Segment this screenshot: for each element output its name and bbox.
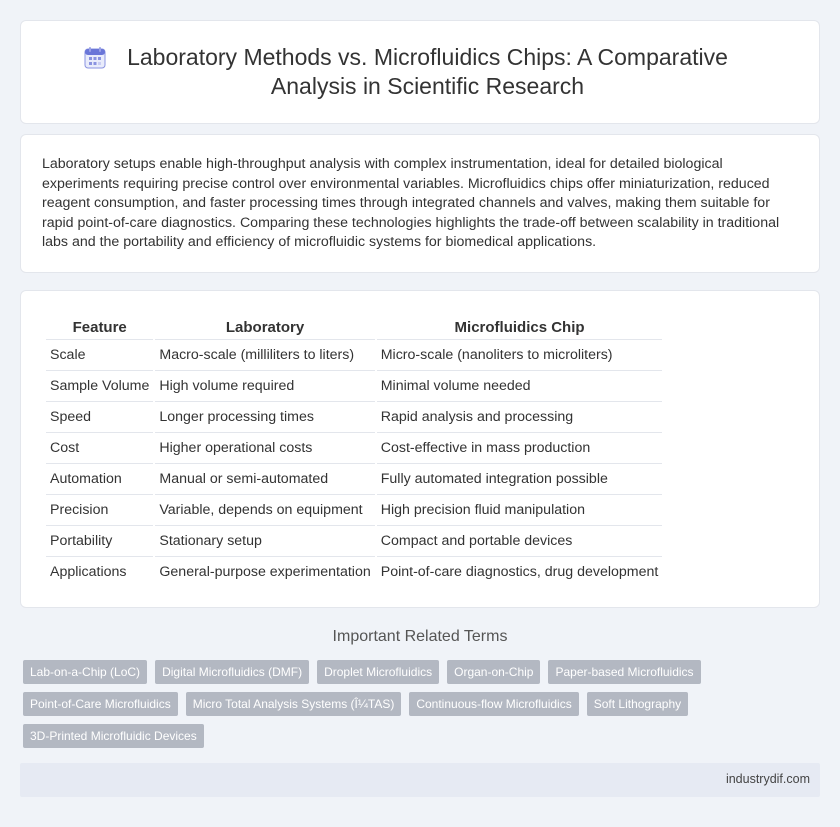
table-row xyxy=(46,402,662,433)
cell-laboratory: Manual or semi-automated xyxy=(155,464,374,495)
term-tag[interactable]: Soft Lithography xyxy=(587,692,688,716)
cell-feature: Scale xyxy=(46,340,153,371)
table-row xyxy=(46,557,662,587)
cell-feature: Applications xyxy=(50,564,127,580)
cell-laboratory: General-purpose experimentation xyxy=(159,564,371,580)
term-tag[interactable]: Micro Total Analysis Systems (Î¼TAS) xyxy=(186,692,402,716)
table-row xyxy=(46,526,662,557)
footer xyxy=(20,763,820,797)
cell-feature: Automation xyxy=(46,464,153,495)
title-card xyxy=(20,20,820,124)
term-tag[interactable]: Lab-on-a-Chip (LoC) xyxy=(23,660,147,684)
header-laboratory: Laboratory xyxy=(155,315,374,340)
term-tag[interactable]: 3D-Printed Microfluidic Devices xyxy=(23,724,204,748)
table-row xyxy=(46,371,662,402)
term-tag[interactable]: Droplet Microfluidics xyxy=(317,660,439,684)
related-terms-list xyxy=(23,660,813,748)
cell-microfluidics: Cost-effective in mass production xyxy=(377,433,663,464)
table-row xyxy=(46,464,662,495)
cell-feature: Portability xyxy=(46,526,153,557)
intro-paragraph: Laboratory setups enable high-throughput analysis with complex instrumentation, ideal for detailed biological experiments requiring precise control over environmental variables. Microfluidics chips offer miniaturization, reduced reagent consumption, and faster processing times through integrated channels and valves, making them suitable for rapid point-of-care diagnostics. Comparing these technologies highlights the trade-off between scalability in traditional labs and the portability and efficiency of microfluidic systems for biomedical applications. xyxy=(42,156,780,251)
term-tag[interactable]: Organ-on-Chip xyxy=(447,660,540,684)
cell-microfluidics: Minimal volume needed xyxy=(377,371,663,402)
related-terms-heading: Important Related Terms xyxy=(332,628,508,645)
cell-microfluidics: High precision fluid manipulation xyxy=(377,495,663,526)
footer-site[interactable]: industrydif.com xyxy=(725,772,810,786)
comparison-table xyxy=(44,315,664,587)
cell-microfluidics: Fully automated integration possible xyxy=(377,464,663,495)
header-feature: Feature xyxy=(46,315,153,340)
cell-microfluidics: Compact and portable devices xyxy=(377,526,663,557)
cell-feature: Precision xyxy=(46,495,153,526)
table-header-row xyxy=(46,315,662,340)
table-row xyxy=(46,495,662,526)
cell-feature: Cost xyxy=(46,433,153,464)
intro-card xyxy=(20,134,820,273)
cell-feature: Sample Volume xyxy=(46,371,153,402)
cell-microfluidics: Micro-scale (nanoliters to microliters) xyxy=(377,340,663,371)
header-microfluidics-chip: Microfluidics Chip xyxy=(377,315,663,340)
table-row xyxy=(46,340,662,371)
term-tag[interactable]: Point-of-Care Microfluidics xyxy=(23,692,178,716)
cell-laboratory: High volume required xyxy=(155,371,374,402)
cell-microfluidics: Point-of-care diagnostics, drug development xyxy=(380,564,659,580)
term-tag[interactable]: Paper-based Microfluidics xyxy=(548,660,700,684)
cell-microfluidics: Rapid analysis and processing xyxy=(377,402,663,433)
term-tag[interactable]: Digital Microfluidics (DMF) xyxy=(155,660,309,684)
cell-laboratory: Longer processing times xyxy=(155,402,374,433)
page-title: Laboratory Methods vs. Microfluidics Chips: A Comparative Analysis in Scientific Research xyxy=(127,44,728,99)
cell-laboratory: Stationary setup xyxy=(155,526,374,557)
cell-feature: Speed xyxy=(46,402,153,433)
comparison-card xyxy=(20,290,820,608)
cell-laboratory: Variable, depends on equipment xyxy=(155,495,374,526)
term-tag[interactable]: Continuous-flow Microfluidics xyxy=(409,692,578,716)
table-row xyxy=(46,433,662,464)
cell-laboratory: Macro-scale (milliliters to liters) xyxy=(155,340,374,371)
cell-laboratory: Higher operational costs xyxy=(155,433,374,464)
